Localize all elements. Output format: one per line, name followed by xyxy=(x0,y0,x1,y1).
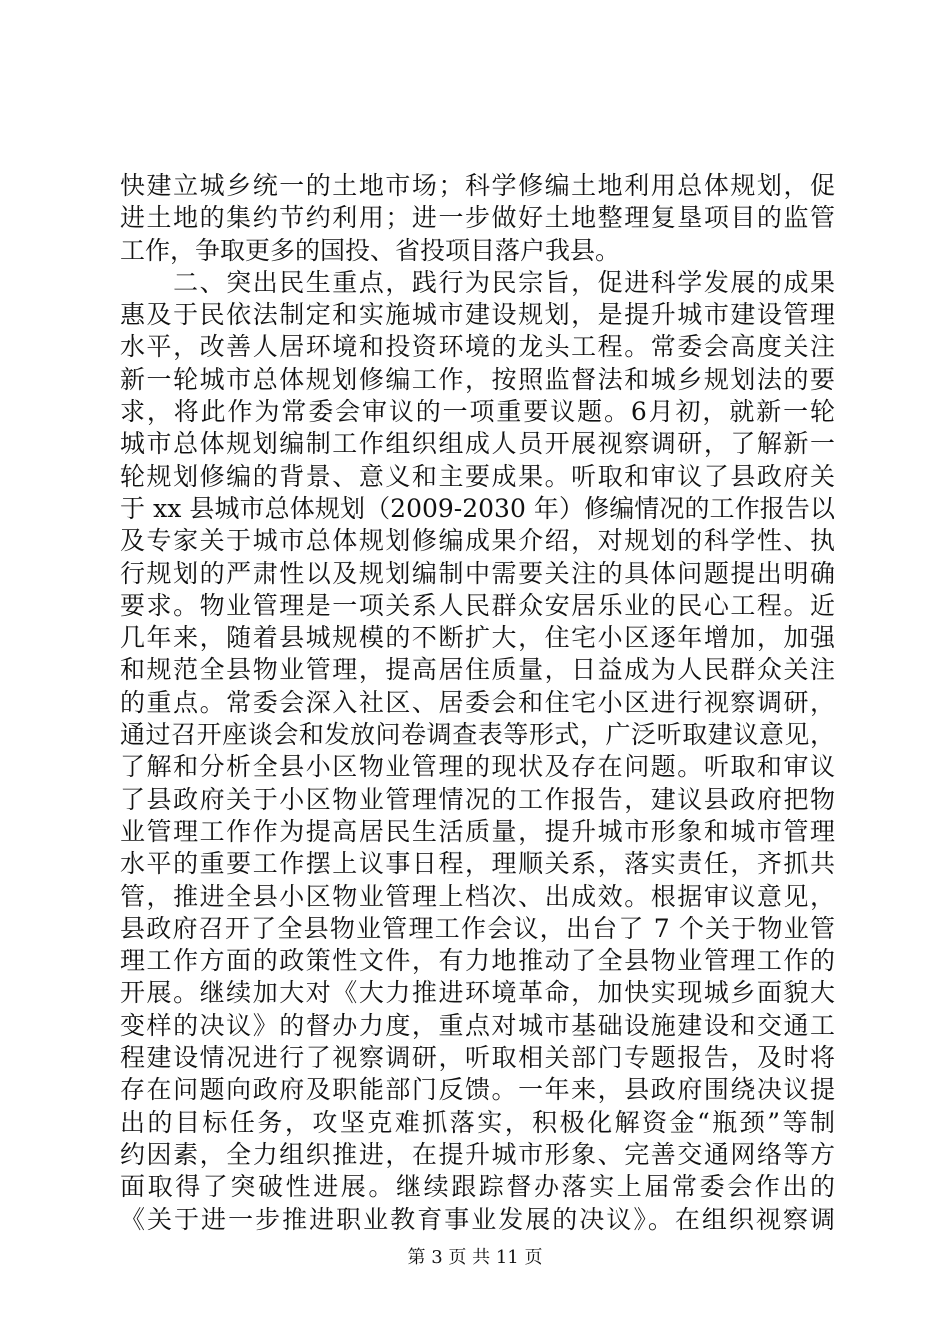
text-line: 程建设情况进行了视察调研，听取相关部门专题报告，及时将 xyxy=(120,1043,835,1073)
text-line: 二、突出民生重点，践行为民宗旨，促进科学发展的成果 xyxy=(120,267,835,297)
text-line: 县政府召开了全县物业管理工作会议，出台了 7 个关于物业管 xyxy=(120,913,835,943)
text-line: 行规划的严肃性以及规划编制中需要关注的具体问题提出明确 xyxy=(120,558,835,588)
text-line: 面取得了突破性进展。继续跟踪督办落实上届常委会作出的 xyxy=(120,1172,835,1202)
text-line: 和规范全县物业管理，提高居住质量，日益成为人民群众关注 xyxy=(120,655,835,685)
text-line: 工作，争取更多的国投、省投项目落户我县。 xyxy=(120,235,621,265)
text-line: 了解和分析全县小区物业管理的现状及存在问题。听取和审议 xyxy=(120,752,835,782)
text-line: 进土地的集约节约利用；进一步做好土地整理复垦项目的监管 xyxy=(120,203,835,233)
text-line: 要求。物业管理是一项关系人民群众安居乐业的民心工程。近 xyxy=(120,590,835,620)
text-line: 惠及于民依法制定和实施城市建设规划，是提升城市建设管理 xyxy=(120,300,835,330)
text-line: 理工作方面的政策性文件，有力地推动了全县物业管理工作的 xyxy=(120,946,835,976)
text-line: 《关于进一步推进职业教育事业发展的决议》。在组织视察调 xyxy=(120,1204,835,1234)
text-line: 了县政府关于小区物业管理情况的工作报告，建议县政府把物 xyxy=(120,784,835,814)
text-line: 快建立城乡统一的土地市场；科学修编土地利用总体规划，促 xyxy=(120,171,835,200)
text-line: 于 xx 县城市总体规划（2009-2030 年）修编情况的工作报告以 xyxy=(120,493,835,523)
text-line: 新一轮城市总体规划修编工作，按照监督法和城乡规划法的要 xyxy=(120,364,835,394)
text-line: 通过召开座谈会和发放问卷调查表等形式，广泛听取建议意见， xyxy=(120,720,835,750)
text-line: 求，将此作为常委会审议的一项重要议题。6月初，就新一轮 xyxy=(120,397,835,427)
text-line: 约因素，全力组织推进，在提升城市形象、完善交通网络等方 xyxy=(120,1139,835,1169)
text-line: 管，推进全县小区物业管理上档次、出成效。根据审议意见， xyxy=(120,881,835,911)
text-line: 存在问题向政府及职能部门反馈。一年来，县政府围绕决议提 xyxy=(120,1075,835,1105)
text-line: 及专家关于城市总体规划修编成果介绍，对规划的科学性、执 xyxy=(120,526,835,556)
text-line: 几年来，随着县城规模的不断扩大，住宅小区逐年增加，加强 xyxy=(120,623,835,653)
text-line: 业管理工作作为提高居民生活质量，提升城市形象和城市管理 xyxy=(120,816,835,846)
text-line: 变样的决议》的督办力度，重点对城市基础设施建设和交通工 xyxy=(120,1010,835,1040)
text-line: 轮规划修编的背景、意义和主要成果。听取和审议了县政府关 xyxy=(120,461,835,491)
text-line: 水平，改善人居环境和投资环境的龙头工程。常委会高度关注 xyxy=(120,332,835,362)
body-text xyxy=(120,170,835,1236)
text-line: 的重点。常委会深入社区、居委会和住宅小区进行视察调研， xyxy=(120,687,835,717)
page-number-footer: 第 3 页 共 11 页 xyxy=(407,1247,543,1268)
text-line: 城市总体规划编制工作组织组成人员开展视察调研，了解新一 xyxy=(120,429,835,459)
text-line: 水平的重要工作摆上议事日程，理顺关系，落实责任，齐抓共 xyxy=(120,849,835,879)
text-line: 出的目标任务，攻坚克难抓落实，积极化解资金“瓶颈”等制 xyxy=(120,1107,835,1137)
text-line: 开展。继续加大对《大力推进环境革命，加快实现城乡面貌大 xyxy=(120,978,835,1008)
